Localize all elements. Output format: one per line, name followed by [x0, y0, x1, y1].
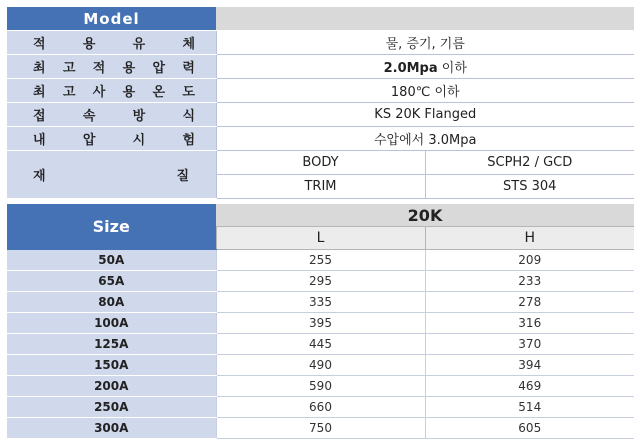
label-char: 체	[182, 37, 196, 52]
label-char: 식	[182, 109, 196, 124]
h-cell: 209	[425, 250, 634, 271]
body-part: BODY	[216, 151, 425, 175]
label-char: 시	[132, 133, 146, 148]
l-cell: 395	[216, 313, 425, 334]
body-material: SCPH2 / GCD	[425, 151, 634, 175]
label-char: 도	[182, 85, 196, 100]
l-cell: 490	[216, 355, 425, 376]
label-char: 압	[82, 133, 96, 148]
max-temperature-label	[7, 79, 216, 103]
spec-row-max-pressure	[7, 55, 634, 79]
max-pressure-label	[7, 55, 216, 79]
size-header: Size	[7, 204, 216, 250]
l-cell: 750	[216, 418, 425, 439]
label-char: 내	[33, 133, 47, 148]
label-chars	[7, 81, 216, 100]
spec-row-fluid	[7, 31, 634, 55]
label-char: 최	[33, 85, 47, 100]
fluid-label	[7, 31, 216, 55]
size-cell: 80A	[7, 292, 216, 313]
rating-header: 20K	[216, 204, 634, 227]
h-cell: 233	[425, 271, 634, 292]
table-row	[7, 292, 634, 313]
spec-row-test	[7, 127, 634, 151]
label-char: 험	[182, 133, 196, 148]
max-pressure-value	[216, 55, 634, 79]
label-char: 고	[62, 61, 76, 76]
label-char: 고	[62, 85, 76, 100]
material-label-chars	[7, 165, 216, 184]
spec-row-material-body	[7, 151, 634, 175]
size-cell: 150A	[7, 355, 216, 376]
trim-part: TRIM	[216, 175, 425, 199]
h-cell: 469	[425, 376, 634, 397]
size-cell: 250A	[7, 397, 216, 418]
column-h-header: H	[425, 227, 634, 250]
h-cell: 514	[425, 397, 634, 418]
label-char: 적	[33, 37, 47, 52]
dimension-rows	[7, 250, 634, 439]
table-row	[7, 250, 634, 271]
size-cell: 300A	[7, 418, 216, 439]
h-cell: 278	[425, 292, 634, 313]
label-char: 속	[82, 109, 96, 124]
table-row	[7, 271, 634, 292]
l-cell: 335	[216, 292, 425, 313]
material-label	[7, 151, 216, 199]
size-cell: 200A	[7, 376, 216, 397]
h-cell: 370	[425, 334, 634, 355]
label-char: 재	[33, 169, 47, 184]
label-char: 유	[132, 37, 146, 52]
label-chars	[7, 33, 216, 52]
spec-row-max-temperature	[7, 79, 634, 103]
l-cell: 295	[216, 271, 425, 292]
label-char: 질	[176, 169, 190, 184]
label-char: 용	[122, 85, 136, 100]
l-cell: 445	[216, 334, 425, 355]
table-row	[7, 355, 634, 376]
label-char: 적	[92, 61, 106, 76]
l-cell: 660	[216, 397, 425, 418]
h-cell: 316	[425, 313, 634, 334]
label-char: 사	[92, 85, 106, 100]
dimension-table	[7, 204, 634, 439]
h-cell: 394	[425, 355, 634, 376]
label-char: 방	[132, 109, 146, 124]
table-row	[7, 334, 634, 355]
model-label: Model	[7, 7, 216, 31]
fluid-value: 물, 증기, 기름	[216, 31, 634, 55]
connection-value: KS 20K Flanged	[216, 103, 634, 127]
dimension-header-row	[7, 204, 634, 227]
label-chars	[7, 57, 216, 76]
label-char: 용	[82, 37, 96, 52]
l-cell: 255	[216, 250, 425, 271]
pressure-test-value: 수압에서 3.0Mpa	[216, 127, 634, 151]
table-row	[7, 376, 634, 397]
label-char: 온	[152, 85, 166, 100]
size-cell: 100A	[7, 313, 216, 334]
trim-material: STS 304	[425, 175, 634, 199]
pressure-test-label	[7, 127, 216, 151]
h-cell: 605	[425, 418, 634, 439]
label-chars	[7, 105, 216, 124]
label-char: 용	[122, 61, 136, 76]
connection-label	[7, 103, 216, 127]
size-cell: 65A	[7, 271, 216, 292]
max-pressure-number: 2.0Mpa	[383, 61, 438, 76]
table-row	[7, 313, 634, 334]
label-char: 최	[33, 61, 47, 76]
label-char: 압	[152, 61, 166, 76]
model-row	[7, 7, 634, 31]
label-chars	[7, 129, 216, 148]
max-pressure-suffix: 이하	[437, 61, 467, 76]
l-cell: 590	[216, 376, 425, 397]
table-row	[7, 397, 634, 418]
label-char: 력	[182, 61, 196, 76]
max-temperature-value: 180℃ 이하	[216, 79, 634, 103]
size-cell: 125A	[7, 334, 216, 355]
specification-table	[7, 7, 634, 199]
label-char: 접	[33, 109, 47, 124]
column-l-header: L	[216, 227, 425, 250]
size-cell: 50A	[7, 250, 216, 271]
spec-row-connection	[7, 103, 634, 127]
model-value	[216, 7, 634, 31]
table-row	[7, 418, 634, 439]
